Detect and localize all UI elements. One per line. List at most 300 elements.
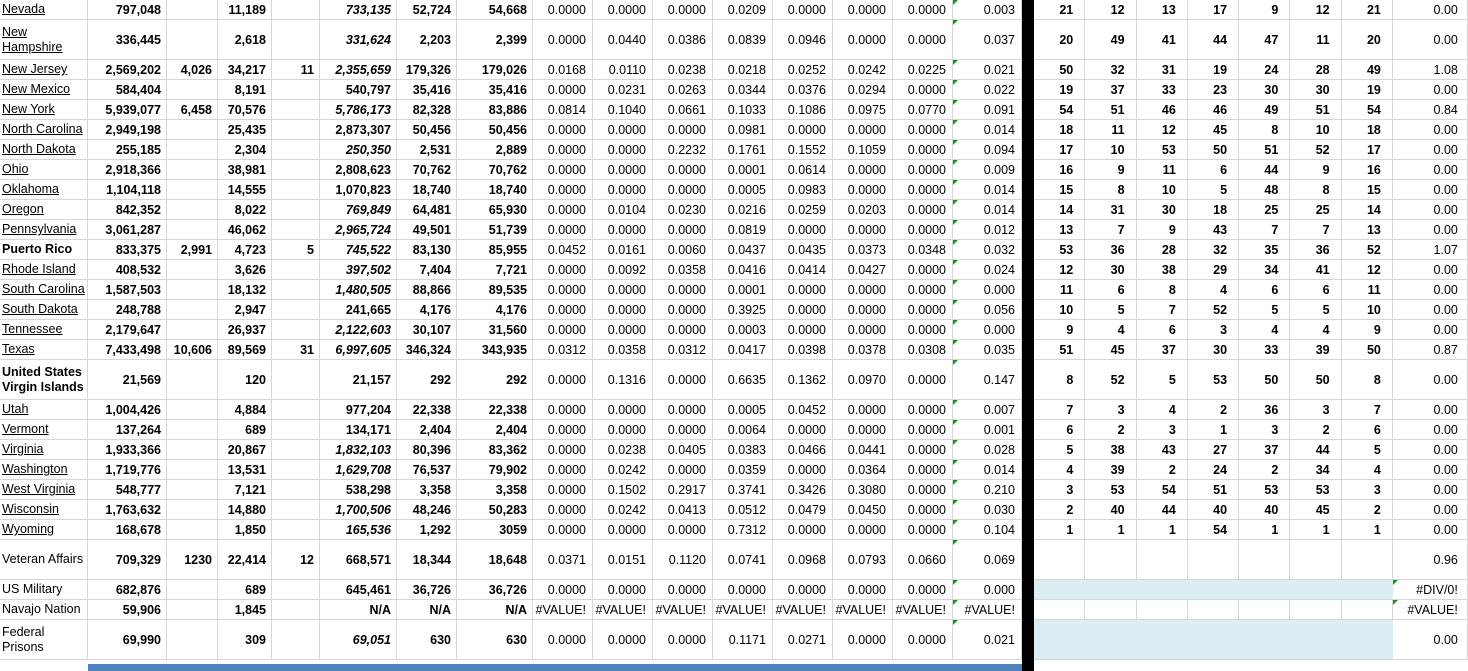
rate-cell[interactable]: #VALUE! [533,600,593,620]
rank-cell[interactable] [1342,580,1393,600]
count-cell[interactable] [272,160,320,180]
row-label-cell[interactable]: Puerto Rico [0,240,88,260]
rate-cell[interactable]: 0.0161 [593,240,653,260]
count-cell[interactable]: 797,048 [88,0,167,20]
count-cell[interactable] [272,400,320,420]
rate-cell[interactable]: 0.0814 [533,100,593,120]
count-cell[interactable]: 38,981 [218,160,272,180]
rate-cell[interactable]: 0.0000 [593,180,653,200]
rate-cell[interactable]: 0.1316 [593,360,653,400]
count-cell[interactable]: 21,569 [88,360,167,400]
rank-cell[interactable]: 44 [1188,20,1239,60]
rank-cell[interactable] [1290,580,1341,600]
rate-cell[interactable]: 0.1171 [713,620,773,660]
rate-cell[interactable]: 0.0000 [533,20,593,60]
rate-cell[interactable]: 0.0000 [773,420,833,440]
count-cell[interactable] [272,500,320,520]
count-cell[interactable]: 1,104,118 [88,180,167,200]
rank-cell[interactable]: 18 [1188,200,1239,220]
rank-cell[interactable]: 15 [1342,180,1393,200]
count-cell[interactable]: 179,026 [457,60,533,80]
rank-cell[interactable]: 8 [1342,360,1393,400]
rank-cell[interactable]: 11 [1034,280,1085,300]
count-cell[interactable]: 309 [218,620,272,660]
rate-cell[interactable]: #VALUE! [773,600,833,620]
final-ratio-cell[interactable]: 0.87 [1393,340,1468,360]
rank-cell[interactable]: 1 [1239,520,1290,540]
count-cell[interactable]: 35,416 [397,80,457,100]
rate-cell[interactable]: 0.0000 [893,300,953,320]
count-cell[interactable] [272,580,320,600]
rank-cell[interactable]: 5 [1085,300,1136,320]
rank-cell[interactable]: 6 [1290,280,1341,300]
count-cell[interactable] [167,180,218,200]
rate-cell[interactable]: 0.0398 [773,340,833,360]
rate-cell[interactable]: 0.0064 [713,420,773,440]
rank-cell[interactable]: 12 [1034,260,1085,280]
rate-cell[interactable]: 0.0413 [653,500,713,520]
count-cell[interactable]: 76,537 [397,460,457,480]
rate-summary-cell[interactable]: 0.007 [953,400,1022,420]
rate-summary-cell[interactable]: 0.021 [953,620,1022,660]
final-ratio-cell[interactable]: 0.00 [1393,20,1468,60]
rank-cell[interactable]: 52 [1188,300,1239,320]
count-cell[interactable]: 630 [457,620,533,660]
rate-cell[interactable]: #VALUE! [713,600,773,620]
rank-cell[interactable]: 1 [1290,520,1341,540]
count-cell[interactable]: 5 [272,240,320,260]
rate-summary-cell[interactable]: 0.014 [953,460,1022,480]
rate-cell[interactable]: 0.0793 [833,540,893,580]
rate-cell[interactable]: 0.0000 [593,400,653,420]
rate-summary-cell[interactable]: 0.014 [953,200,1022,220]
count-cell[interactable]: 250,350 [320,140,397,160]
rate-cell[interactable]: 0.0110 [593,60,653,80]
count-cell[interactable] [272,80,320,100]
rate-cell[interactable]: 0.0983 [773,180,833,200]
rate-cell[interactable]: 0.0000 [593,620,653,660]
rank-cell[interactable]: 2 [1239,460,1290,480]
rank-cell[interactable]: 46 [1137,100,1188,120]
count-cell[interactable]: 88,866 [397,280,457,300]
rank-cell[interactable]: 35 [1239,240,1290,260]
rate-cell[interactable]: 0.1040 [593,100,653,120]
rate-cell[interactable]: 0.0000 [533,300,593,320]
row-label-cell[interactable]: Washington [0,460,88,480]
rate-cell[interactable]: 0.0000 [773,220,833,240]
rank-cell[interactable]: 9 [1137,220,1188,240]
rate-cell[interactable]: 0.0000 [533,400,593,420]
final-ratio-cell[interactable]: 0.00 [1393,520,1468,540]
rank-cell[interactable] [1137,580,1188,600]
rate-cell[interactable]: 0.0405 [653,440,713,460]
rate-cell[interactable]: 0.0000 [833,320,893,340]
rank-cell[interactable]: 5 [1137,360,1188,400]
row-label-cell[interactable]: Rhode Island [0,260,88,280]
count-cell[interactable]: 22,338 [397,400,457,420]
rank-cell[interactable] [1239,600,1290,620]
rate-summary-cell[interactable]: 0.000 [953,320,1022,340]
rank-cell[interactable] [1290,600,1341,620]
rate-cell[interactable]: 0.0344 [713,80,773,100]
rate-cell[interactable]: 0.0427 [833,260,893,280]
rank-cell[interactable] [1034,540,1085,580]
rate-cell[interactable]: 0.0000 [833,160,893,180]
rate-cell[interactable]: 0.0000 [833,300,893,320]
rate-cell[interactable]: 0.0312 [533,340,593,360]
count-cell[interactable]: N/A [397,600,457,620]
count-cell[interactable]: 331,624 [320,20,397,60]
rank-cell[interactable]: 52 [1290,140,1341,160]
rate-cell[interactable]: 0.0000 [893,360,953,400]
rate-cell[interactable]: 0.0294 [833,80,893,100]
rate-cell[interactable]: 0.0479 [773,500,833,520]
count-cell[interactable] [272,20,320,60]
count-cell[interactable] [272,480,320,500]
count-cell[interactable]: 4,723 [218,240,272,260]
rate-cell[interactable]: 0.1362 [773,360,833,400]
row-label-cell[interactable]: United States Virgin Islands [0,360,88,400]
rank-cell[interactable]: 3 [1239,420,1290,440]
rank-cell[interactable]: 44 [1239,160,1290,180]
count-cell[interactable] [167,460,218,480]
rank-cell[interactable]: 31 [1137,60,1188,80]
count-cell[interactable]: 292 [457,360,533,400]
rate-cell[interactable]: 0.0000 [653,0,713,20]
rate-cell[interactable]: 0.0000 [773,320,833,340]
rank-cell[interactable]: 11 [1290,20,1341,60]
rate-summary-cell[interactable]: 0.000 [953,280,1022,300]
rank-cell[interactable]: 50 [1239,360,1290,400]
row-label-cell[interactable]: New Jersey [0,60,88,80]
rank-cell[interactable]: 44 [1290,440,1341,460]
final-ratio-cell[interactable]: 0.96 [1393,540,1468,580]
rank-cell[interactable]: 27 [1188,440,1239,460]
rank-cell[interactable]: 8 [1085,180,1136,200]
count-cell[interactable]: 18,740 [397,180,457,200]
rate-cell[interactable]: 0.0000 [893,400,953,420]
rank-cell[interactable]: 7 [1290,220,1341,240]
rate-cell[interactable]: 0.1120 [653,540,713,580]
count-cell[interactable]: 64,481 [397,200,457,220]
rate-summary-cell[interactable]: 0.030 [953,500,1022,520]
count-cell[interactable]: 36,726 [397,580,457,600]
count-cell[interactable]: 3,061,287 [88,220,167,240]
rate-cell[interactable]: 0.0092 [593,260,653,280]
rate-cell[interactable]: 0.3741 [713,480,773,500]
rank-cell[interactable]: 28 [1290,60,1341,80]
rank-cell[interactable] [1188,540,1239,580]
row-label-cell[interactable]: Ohio [0,160,88,180]
rate-cell[interactable]: 0.0000 [893,320,953,340]
count-cell[interactable]: 1,832,103 [320,440,397,460]
rank-cell[interactable]: 7 [1342,400,1393,420]
rate-cell[interactable]: 0.0000 [653,280,713,300]
rank-cell[interactable]: 50 [1342,340,1393,360]
count-cell[interactable]: 70,576 [218,100,272,120]
rate-summary-cell[interactable]: 0.091 [953,100,1022,120]
count-cell[interactable]: 79,902 [457,460,533,480]
rate-summary-cell[interactable]: 0.069 [953,540,1022,580]
rate-summary-cell[interactable]: 0.014 [953,180,1022,200]
rate-cell[interactable]: 0.0242 [593,500,653,520]
rank-cell[interactable]: 21 [1342,0,1393,20]
count-cell[interactable]: 833,375 [88,240,167,260]
rank-cell[interactable]: 45 [1290,500,1341,520]
count-cell[interactable]: 668,571 [320,540,397,580]
count-cell[interactable]: 59,906 [88,600,167,620]
count-cell[interactable]: 36,726 [457,580,533,600]
count-cell[interactable]: 54,668 [457,0,533,20]
rate-cell[interactable]: 0.3925 [713,300,773,320]
rate-cell[interactable]: 0.0452 [773,400,833,420]
count-cell[interactable]: 733,135 [320,0,397,20]
rank-cell[interactable]: 7 [1034,400,1085,420]
rate-cell[interactable]: 0.0000 [833,580,893,600]
rank-cell[interactable]: 5 [1188,180,1239,200]
rank-cell[interactable]: 6 [1137,320,1188,340]
rank-cell[interactable]: 50 [1188,140,1239,160]
rank-cell[interactable]: 43 [1188,220,1239,240]
count-cell[interactable] [167,0,218,20]
count-cell[interactable]: 179,326 [397,60,457,80]
rank-cell[interactable]: 6 [1034,420,1085,440]
rate-cell[interactable]: 0.0000 [533,500,593,520]
rank-cell[interactable]: 53 [1188,360,1239,400]
rate-cell[interactable]: 0.0000 [593,160,653,180]
rate-summary-cell[interactable]: 0.012 [953,220,1022,240]
count-cell[interactable]: 65,930 [457,200,533,220]
count-cell[interactable]: 12 [272,540,320,580]
rate-cell[interactable]: 0.1086 [773,100,833,120]
count-cell[interactable]: 1,629,708 [320,460,397,480]
rate-cell[interactable]: 0.0000 [893,20,953,60]
rank-cell[interactable] [1239,620,1290,660]
rank-cell[interactable]: 4 [1290,320,1341,340]
count-cell[interactable]: 30,107 [397,320,457,340]
count-cell[interactable]: 8,191 [218,80,272,100]
rate-summary-cell[interactable]: 0.009 [953,160,1022,180]
rank-cell[interactable]: 32 [1085,60,1136,80]
count-cell[interactable] [272,520,320,540]
rate-summary-cell[interactable]: 0.056 [953,300,1022,320]
final-ratio-cell[interactable]: #DIV/0! [1393,580,1468,600]
count-cell[interactable]: 3,358 [397,480,457,500]
count-cell[interactable]: 1,070,823 [320,180,397,200]
rate-cell[interactable]: 0.0000 [893,440,953,460]
rate-cell[interactable]: 0.0383 [713,440,773,460]
count-cell[interactable]: 50,456 [397,120,457,140]
rank-cell[interactable]: 6 [1188,160,1239,180]
final-ratio-cell[interactable]: 0.00 [1393,620,1468,660]
count-cell[interactable]: 6,458 [167,100,218,120]
rank-cell[interactable]: 2 [1188,400,1239,420]
rank-cell[interactable]: 49 [1239,100,1290,120]
rank-cell[interactable]: 18 [1342,120,1393,140]
rank-cell[interactable]: 11 [1342,280,1393,300]
rate-cell[interactable]: 0.1033 [713,100,773,120]
rank-cell[interactable] [1034,580,1085,600]
rate-cell[interactable]: 0.0373 [833,240,893,260]
count-cell[interactable] [167,360,218,400]
count-cell[interactable] [272,420,320,440]
rank-cell[interactable]: 10 [1290,120,1341,140]
count-cell[interactable]: 18,648 [457,540,533,580]
rank-cell[interactable]: 48 [1239,180,1290,200]
rank-cell[interactable]: 43 [1137,440,1188,460]
final-ratio-cell[interactable]: #VALUE! [1393,600,1468,620]
count-cell[interactable]: 69,051 [320,620,397,660]
final-ratio-cell[interactable]: 0.00 [1393,320,1468,340]
rate-cell[interactable]: 0.0000 [833,280,893,300]
rank-cell[interactable]: 51 [1085,100,1136,120]
rate-summary-cell[interactable]: 0.210 [953,480,1022,500]
rate-cell[interactable]: 0.0000 [653,180,713,200]
final-ratio-cell[interactable]: 1.07 [1393,240,1468,260]
count-cell[interactable] [167,220,218,240]
count-cell[interactable]: 1,845 [218,600,272,620]
count-cell[interactable]: 769,849 [320,200,397,220]
count-cell[interactable]: 26,937 [218,320,272,340]
count-cell[interactable]: 165,536 [320,520,397,540]
count-cell[interactable]: 2,618 [218,20,272,60]
count-cell[interactable] [272,320,320,340]
rank-cell[interactable]: 36 [1290,240,1341,260]
rate-cell[interactable]: 0.0000 [653,120,713,140]
rate-cell[interactable]: 0.0259 [773,200,833,220]
rank-cell[interactable]: 39 [1290,340,1341,360]
count-cell[interactable]: 34,217 [218,60,272,80]
rank-cell[interactable]: 12 [1085,0,1136,20]
count-cell[interactable]: N/A [320,600,397,620]
count-cell[interactable]: 2,569,202 [88,60,167,80]
rate-cell[interactable]: 0.0661 [653,100,713,120]
rank-cell[interactable] [1290,620,1341,660]
rank-cell[interactable]: 13 [1034,220,1085,240]
count-cell[interactable]: 168,678 [88,520,167,540]
rank-cell[interactable] [1239,540,1290,580]
rate-summary-cell[interactable]: 0.037 [953,20,1022,60]
count-cell[interactable] [167,620,218,660]
rank-cell[interactable]: 38 [1137,260,1188,280]
rank-cell[interactable]: 51 [1239,140,1290,160]
rate-cell[interactable]: 0.0000 [893,480,953,500]
count-cell[interactable]: 2,122,603 [320,320,397,340]
rank-cell[interactable]: 1 [1137,520,1188,540]
count-cell[interactable] [272,280,320,300]
rate-cell[interactable]: 0.0000 [533,280,593,300]
count-cell[interactable]: 83,362 [457,440,533,460]
rate-cell[interactable]: 0.0000 [533,440,593,460]
rank-cell[interactable]: 3 [1290,400,1341,420]
rate-cell[interactable]: 0.0216 [713,200,773,220]
count-cell[interactable]: 2,918,366 [88,160,167,180]
rate-cell[interactable]: 0.0000 [893,140,953,160]
rank-cell[interactable]: 32 [1188,240,1239,260]
count-cell[interactable]: 80,396 [397,440,457,460]
rank-cell[interactable]: 14 [1342,200,1393,220]
count-cell[interactable]: 1,763,632 [88,500,167,520]
rank-cell[interactable]: 52 [1342,240,1393,260]
final-ratio-cell[interactable]: 0.00 [1393,160,1468,180]
count-cell[interactable]: 25,435 [218,120,272,140]
count-cell[interactable]: 89,535 [457,280,533,300]
rate-cell[interactable]: 0.0371 [533,540,593,580]
rank-cell[interactable]: 1 [1085,520,1136,540]
rank-cell[interactable]: 45 [1085,340,1136,360]
rank-cell[interactable]: 30 [1137,200,1188,220]
rank-cell[interactable]: 2 [1342,500,1393,520]
rate-cell[interactable]: 0.0000 [533,480,593,500]
rate-cell[interactable]: 0.0000 [833,400,893,420]
rank-cell[interactable]: 20 [1034,20,1085,60]
rate-cell[interactable]: 0.0000 [533,520,593,540]
rate-cell[interactable]: 0.2917 [653,480,713,500]
count-cell[interactable] [272,200,320,220]
rate-cell[interactable]: 0.0312 [653,340,713,360]
count-cell[interactable]: 540,797 [320,80,397,100]
rate-cell[interactable]: 0.0000 [593,280,653,300]
rank-cell[interactable]: 5 [1034,440,1085,460]
rank-cell[interactable]: 46 [1188,100,1239,120]
count-cell[interactable] [167,520,218,540]
rate-cell[interactable]: 0.0000 [533,260,593,280]
rate-cell[interactable]: 0.0000 [773,280,833,300]
final-ratio-cell[interactable]: 0.00 [1393,180,1468,200]
row-label-cell[interactable]: Vermont [0,420,88,440]
rank-cell[interactable]: 53 [1085,480,1136,500]
rate-cell[interactable]: 0.0000 [773,120,833,140]
rate-cell[interactable]: 0.0000 [653,580,713,600]
count-cell[interactable]: 645,461 [320,580,397,600]
count-cell[interactable]: 2,808,623 [320,160,397,180]
count-cell[interactable] [167,120,218,140]
rate-cell[interactable]: 0.0000 [773,460,833,480]
rank-cell[interactable]: 16 [1034,160,1085,180]
row-label-cell[interactable]: Utah [0,400,88,420]
rank-cell[interactable]: 12 [1137,120,1188,140]
rank-cell[interactable]: 49 [1085,20,1136,60]
count-cell[interactable]: 1,587,503 [88,280,167,300]
rank-cell[interactable]: 50 [1034,60,1085,80]
count-cell[interactable]: 4,026 [167,60,218,80]
rank-cell[interactable]: 3 [1085,400,1136,420]
rate-cell[interactable]: 0.0000 [533,0,593,20]
rate-cell[interactable]: 0.0000 [893,180,953,200]
count-cell[interactable]: 4,884 [218,400,272,420]
rate-cell[interactable]: 0.0441 [833,440,893,460]
rank-cell[interactable]: 7 [1085,220,1136,240]
rate-cell[interactable]: 0.0000 [653,220,713,240]
count-cell[interactable] [167,280,218,300]
count-cell[interactable]: 5,786,173 [320,100,397,120]
rank-cell[interactable]: 4 [1239,320,1290,340]
count-cell[interactable] [167,160,218,180]
rate-cell[interactable]: 0.0000 [593,520,653,540]
rank-cell[interactable]: 30 [1188,340,1239,360]
rate-cell[interactable]: 0.0225 [893,60,953,80]
count-cell[interactable]: 2,949,198 [88,120,167,140]
count-cell[interactable]: 2,203 [397,20,457,60]
rate-cell[interactable]: 0.3080 [833,480,893,500]
count-cell[interactable]: 548,777 [88,480,167,500]
rank-cell[interactable]: 36 [1085,240,1136,260]
count-cell[interactable]: 50,283 [457,500,533,520]
rank-cell[interactable]: 2 [1290,420,1341,440]
rank-cell[interactable]: 17 [1034,140,1085,160]
rank-cell[interactable]: 7 [1239,220,1290,240]
final-ratio-cell[interactable]: 0.00 [1393,80,1468,100]
